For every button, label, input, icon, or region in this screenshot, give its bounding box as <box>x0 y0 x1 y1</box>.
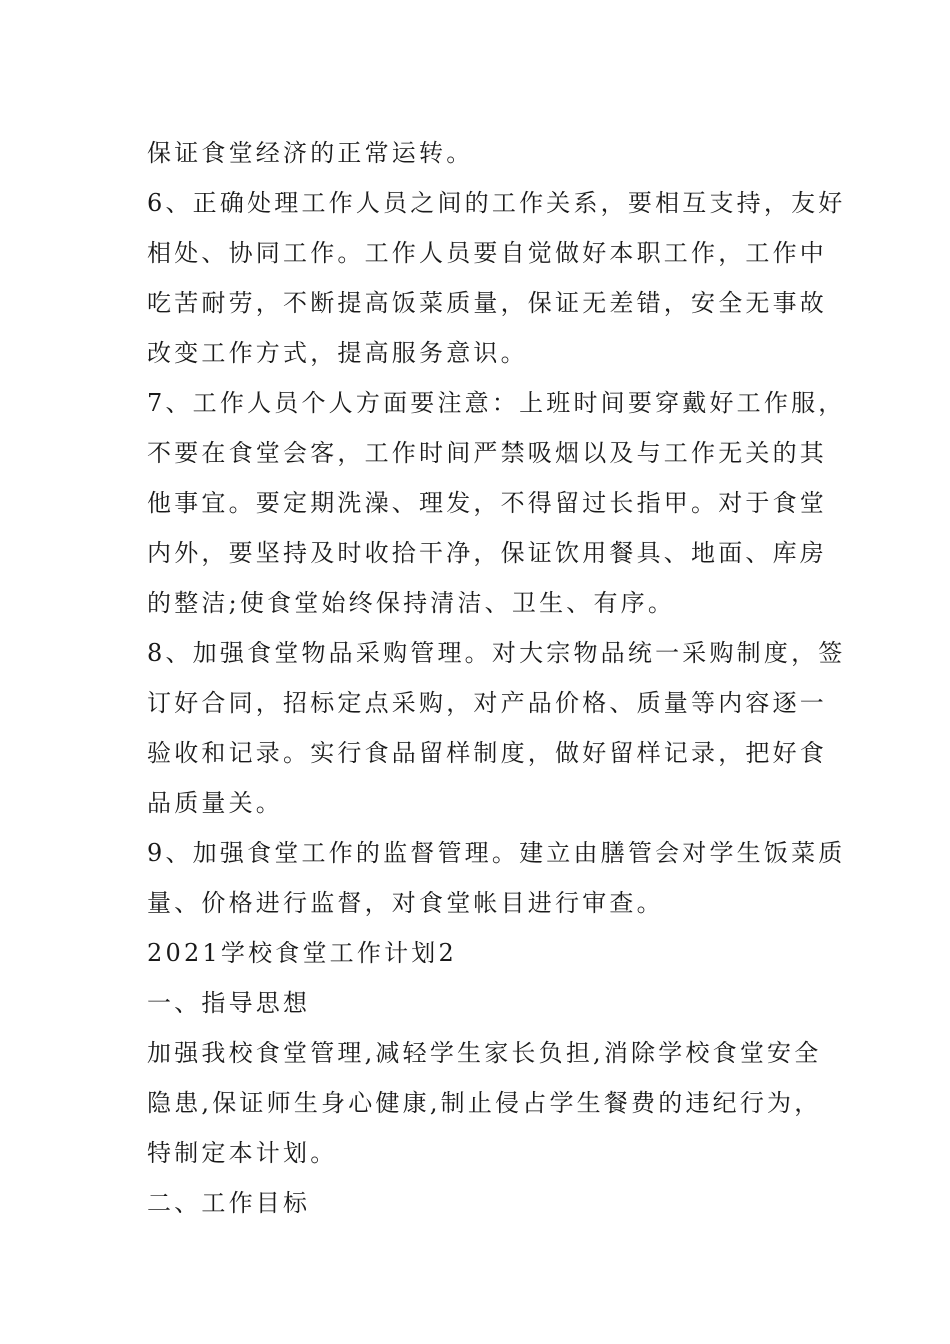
section-heading: 一、指导思想 <box>147 989 311 1017</box>
text-line: 加强我校食堂管理,减轻学生家长负担,消除学校食堂安全 <box>147 1039 822 1067</box>
text-line: 品质量关。 <box>147 789 283 817</box>
text-line: 订好合同，招标定点采购，对产品价格、质量等内容逐一 <box>147 689 827 717</box>
text-line: 不要在食堂会客，工作时间严禁吸烟以及与工作无关的其 <box>147 439 827 467</box>
text-line: 量、价格进行监督，对食堂帐目进行审查。 <box>147 889 664 917</box>
text-line: 8、加强食堂物品采购管理。对大宗物品统一采购制度，签 <box>147 639 846 667</box>
section-heading: 二、工作目标 <box>147 1189 311 1217</box>
document-body <box>147 128 846 1228</box>
text-line: 保证食堂经济的正常运转。 <box>147 139 474 167</box>
section-title: 2021学校食堂工作计划2 <box>147 939 457 967</box>
text-line: 改变工作方式，提高服务意识。 <box>147 339 528 367</box>
text-line: 特制定本计划。 <box>147 1139 338 1167</box>
text-line: 验收和记录。实行食品留样制度，做好留样记录，把好食 <box>147 739 827 767</box>
text-line: 隐患,保证师生身心健康,制止侵占学生餐费的违纪行为， <box>147 1089 822 1117</box>
text-line: 吃苦耐劳，不断提高饭菜质量，保证无差错，安全无事故 <box>147 289 827 317</box>
text-line: 9、加强食堂工作的监督管理。建立由膳管会对学生饭菜质 <box>147 839 846 867</box>
text-line: 内外，要坚持及时收拾干净，保证饮用餐具、地面、库房 <box>147 539 827 567</box>
text-line: 相处、协同工作。工作人员要自觉做好本职工作，工作中 <box>147 239 827 267</box>
text-line: 6、正确处理工作人员之间的工作关系，要相互支持，友好 <box>147 189 846 217</box>
text-line: 7、工作人员个人方面要注意：上班时间要穿戴好工作服， <box>147 389 846 417</box>
text-line: 他事宜。要定期洗澡、理发，不得留过长指甲。对于食堂 <box>147 489 827 517</box>
text-line: 的整洁;使食堂始终保持清洁、卫生、有序。 <box>147 589 676 617</box>
